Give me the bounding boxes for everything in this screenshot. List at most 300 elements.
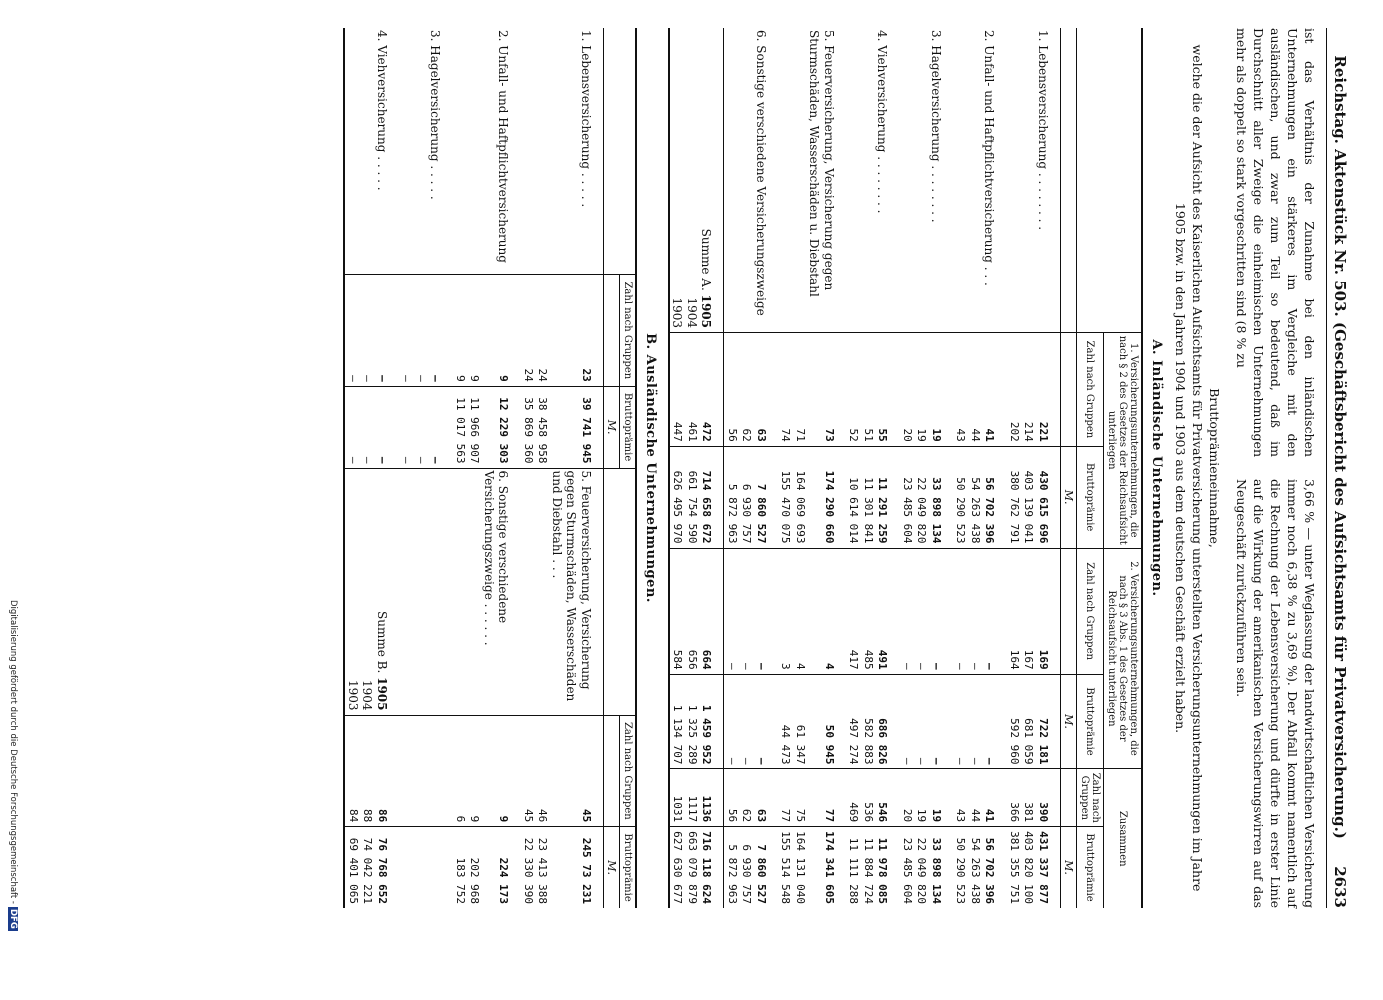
cell-value: 24 bbox=[521, 275, 536, 387]
intro-text bbox=[1233, 28, 1318, 908]
cell-value: 11 017 563 bbox=[453, 386, 468, 468]
cell-value: 221 bbox=[1036, 333, 1061, 447]
row-label-empty bbox=[861, 28, 876, 333]
sum-value: 74 042 221 bbox=[360, 827, 375, 908]
cell-value: — bbox=[953, 674, 968, 769]
table-row bbox=[482, 28, 521, 908]
label-spacer bbox=[604, 468, 637, 715]
page-header bbox=[1326, 28, 1349, 908]
table-row bbox=[807, 28, 846, 908]
cell-value: 11 966 907 bbox=[467, 386, 482, 468]
cell-value: 45 bbox=[550, 715, 604, 827]
cell-value: — bbox=[754, 674, 779, 769]
cell-value: 5 872 963 bbox=[724, 446, 739, 548]
table-row bbox=[739, 28, 754, 908]
header-title: Reichstag. Aktenstück Nr. 503. (Geschäftsbericht des Aufsichtsamts für Privatversicherung.) bbox=[1331, 55, 1349, 839]
row-label-empty bbox=[1007, 28, 1022, 333]
row-label-empty bbox=[467, 468, 482, 715]
sum-value: 661 754 590 bbox=[685, 446, 700, 548]
row-label-empty bbox=[914, 28, 929, 333]
unit-mark: M. bbox=[604, 386, 620, 468]
cell-value: — bbox=[914, 674, 929, 769]
subheader-premium: Bruttoprämie bbox=[620, 386, 637, 468]
cell-value: 77 bbox=[778, 769, 793, 827]
cell-value: 491 bbox=[875, 548, 900, 674]
cell-value: 50 945 bbox=[807, 674, 846, 769]
cell-value: 390 bbox=[1036, 769, 1061, 827]
table-row bbox=[875, 28, 900, 908]
cell-value: 686 826 bbox=[875, 674, 900, 769]
cell-value: 417 bbox=[846, 548, 861, 674]
row-label-empty bbox=[467, 28, 482, 275]
cell-value: 33 898 134 bbox=[929, 446, 954, 548]
row-label-empty bbox=[900, 28, 915, 333]
sum-label bbox=[360, 468, 375, 715]
cell-value: 74 bbox=[778, 333, 793, 447]
sum-label bbox=[685, 28, 700, 333]
section-a-title: A. Inländische Unternehmungen. bbox=[1149, 339, 1164, 597]
table-row bbox=[754, 28, 779, 908]
cell-value: — bbox=[968, 674, 983, 769]
sum-year: 1903 bbox=[670, 297, 685, 328]
cell-value: 54 263 438 bbox=[968, 446, 983, 548]
row-label-empty bbox=[793, 28, 808, 333]
sum-label bbox=[345, 468, 361, 715]
sum-label bbox=[669, 28, 685, 333]
cell-value: 23 485 604 bbox=[900, 827, 915, 908]
cell-value: 403 139 041 bbox=[1021, 446, 1036, 548]
cell-empty bbox=[414, 827, 429, 908]
cell-value: 33 898 134 bbox=[929, 827, 954, 908]
cell-value: 63 bbox=[754, 769, 779, 827]
cell-value: 381 355 751 bbox=[1007, 827, 1022, 908]
cell-value: 164 069 693 bbox=[793, 446, 808, 548]
cell-value: 56 bbox=[724, 333, 739, 447]
subheader-count: Zahl nach Gruppen bbox=[1077, 333, 1104, 447]
cell-value: 62 bbox=[739, 769, 754, 827]
table-row bbox=[375, 28, 400, 908]
cell-value: 22 049 820 bbox=[914, 827, 929, 908]
cell-value: — bbox=[360, 386, 375, 468]
sum-value: 447 bbox=[669, 333, 685, 447]
cell-value: 43 bbox=[953, 333, 968, 447]
row-label-empty bbox=[414, 468, 429, 715]
row-label-empty bbox=[724, 28, 739, 333]
table-row bbox=[428, 28, 453, 908]
cell-value: 11 978 085 bbox=[875, 827, 900, 908]
cell-value: — bbox=[399, 275, 414, 387]
subheader-premium: Bruttoprämie bbox=[1077, 674, 1104, 769]
sum-value: 656 bbox=[685, 548, 700, 674]
sum-value: 88 bbox=[360, 715, 375, 827]
subheader-premium: Bruttoprämie bbox=[1077, 827, 1104, 908]
cell-value: 73 bbox=[807, 333, 846, 447]
cell-value: 366 bbox=[1007, 769, 1022, 827]
cell-value: — bbox=[982, 548, 1007, 674]
sum-value: 663 079 879 bbox=[685, 827, 700, 908]
sum-year: 1904 bbox=[360, 679, 375, 711]
cell-value: — bbox=[754, 548, 779, 674]
caption-title: Bruttoprämieneinnahme, bbox=[1207, 388, 1222, 548]
row-label: 4. Viehversicherung . . . . . bbox=[375, 30, 389, 191]
cell-value: 546 bbox=[875, 769, 900, 827]
unit-empty bbox=[1061, 769, 1077, 827]
table-row bbox=[1021, 28, 1036, 908]
table-row bbox=[1007, 28, 1022, 908]
cell-value: 4 bbox=[807, 548, 846, 674]
unit-empty bbox=[604, 715, 620, 827]
cell-value: 44 bbox=[968, 769, 983, 827]
table-row bbox=[1036, 28, 1061, 908]
cell-value: 24 bbox=[535, 275, 550, 387]
cell-value: 11 884 724 bbox=[861, 827, 876, 908]
cell-value: 54 263 438 bbox=[968, 827, 983, 908]
row-label: 1. Lebensversicherung . . . . . . . . bbox=[1036, 30, 1050, 231]
table-row bbox=[724, 28, 739, 908]
row-label-empty bbox=[414, 28, 429, 275]
cell-value: 56 702 396 bbox=[982, 827, 1007, 908]
unit-empty bbox=[1061, 548, 1077, 674]
cell-value: 56 bbox=[724, 769, 739, 827]
unit-mark: M. bbox=[1061, 674, 1077, 769]
cell-value: 77 bbox=[807, 769, 846, 827]
cell-value: 9 bbox=[453, 275, 468, 387]
table-row bbox=[953, 28, 968, 908]
cell-value: 169 bbox=[1036, 548, 1061, 674]
cell-value: — bbox=[982, 674, 1007, 769]
table-caption bbox=[1172, 28, 1223, 908]
row-label-empty bbox=[453, 28, 468, 275]
row-label-empty bbox=[778, 28, 793, 333]
row-label: 3. Hagelversicherung . . . . . . . . bbox=[929, 30, 943, 223]
digitization-text: Digitalisierung gefördert durch die Deutsche Forschungsgemeinschaft - bbox=[8, 600, 18, 904]
row-label-empty bbox=[345, 28, 361, 275]
cell-value: 430 615 696 bbox=[1036, 446, 1061, 548]
cell-value: 174 290 660 bbox=[807, 446, 846, 548]
subheader-count: Zahl nach Gruppen bbox=[620, 275, 637, 387]
cell-value: 39 741 945 bbox=[550, 386, 604, 468]
table-foreign bbox=[344, 28, 638, 908]
unit-mark: M. bbox=[1061, 827, 1077, 908]
cell-value: 20 bbox=[900, 769, 915, 827]
sum-value: 1 134 707 bbox=[669, 674, 685, 769]
cell-value: 75 bbox=[793, 769, 808, 827]
cell-value: — bbox=[428, 386, 453, 468]
digitization-note bbox=[8, 600, 18, 931]
row-label-empty bbox=[535, 28, 550, 275]
row-label-empty bbox=[1021, 28, 1036, 333]
row-label-empty bbox=[399, 468, 414, 715]
unit-mark: M. bbox=[604, 827, 620, 908]
subheader-count: Zahl nach Gruppen bbox=[1077, 769, 1104, 827]
cell-value: 50 290 523 bbox=[953, 827, 968, 908]
row-label-empty bbox=[953, 28, 968, 333]
cell-value: 55 bbox=[875, 333, 900, 447]
cell-value: 164 131 040 bbox=[793, 827, 808, 908]
table-row bbox=[414, 28, 429, 908]
cell-value: 536 bbox=[861, 769, 876, 827]
cell-empty bbox=[399, 715, 414, 827]
cell-value: 71 bbox=[793, 333, 808, 447]
table-row bbox=[453, 28, 468, 908]
sum-row bbox=[699, 28, 724, 908]
sum-value: 1 325 289 bbox=[685, 674, 700, 769]
cell-value: 6 bbox=[453, 715, 468, 827]
row-label-empty bbox=[968, 28, 983, 333]
row-label-empty bbox=[535, 468, 550, 715]
dfg-logo: DFG bbox=[8, 908, 18, 929]
cell-value: — bbox=[428, 275, 453, 387]
sum-value: 472 bbox=[699, 333, 724, 447]
cell-value: 10 614 014 bbox=[846, 446, 861, 548]
sum-label bbox=[699, 28, 724, 333]
row-label-empty bbox=[360, 28, 375, 275]
table-row bbox=[982, 28, 1007, 908]
cell-value: 485 bbox=[861, 548, 876, 674]
cell-value: — bbox=[900, 674, 915, 769]
row-label-empty bbox=[399, 28, 414, 275]
cell-value: — bbox=[414, 386, 429, 468]
intro-col2: 3,66 % — unter Weglassung der landwirtschaftlichen Versicherung immer noch 6,38 % zu 3,69 %). Der Abfall kommt namentlich auf die Rechnung der Lebensversicherung und dürfte in erster Linie auf die Wirkung der amerikanischen Versicherungswirren auf das Neugeschäft zurückzuführen sein. bbox=[1234, 479, 1317, 908]
cell-value: — bbox=[375, 386, 400, 468]
cell-value: 3 bbox=[778, 548, 793, 674]
cell-value: — bbox=[914, 548, 929, 674]
cell-empty bbox=[399, 827, 414, 908]
cell-value: — bbox=[375, 275, 400, 387]
cell-value: — bbox=[345, 386, 361, 468]
table-row bbox=[846, 28, 861, 908]
cell-value: — bbox=[968, 548, 983, 674]
col-header-2: 2. Versicherungsunternehmungen, die nach § 3 Abs. 1 des Gesetzes der Reichsaufsicht unterliegen bbox=[1104, 548, 1143, 769]
sum-value: 69 401 065 bbox=[345, 827, 361, 908]
cell-value: 7 860 527 bbox=[754, 827, 779, 908]
sum-value: 626 495 970 bbox=[669, 446, 685, 548]
row-label-empty bbox=[846, 28, 861, 333]
sum-value: 86 bbox=[375, 715, 400, 827]
cell-value: 12 229 303 bbox=[482, 386, 521, 468]
section-b-title: B. Ausländische Unternehmungen. bbox=[643, 333, 658, 603]
sum-row bbox=[685, 28, 700, 908]
cell-value: 41 bbox=[982, 769, 1007, 827]
cell-value: 164 bbox=[1007, 548, 1022, 674]
cell-value: 381 bbox=[1021, 769, 1036, 827]
sum-value: 716 118 624 bbox=[699, 827, 724, 908]
cell-value: — bbox=[953, 548, 968, 674]
subheader-premium: Bruttoprämie bbox=[620, 827, 637, 908]
table-row bbox=[900, 28, 915, 908]
cell-value: 155 470 075 bbox=[778, 446, 793, 548]
page-number: 2633 bbox=[1331, 866, 1349, 908]
cell-value: — bbox=[929, 548, 954, 674]
cell-value: 9 bbox=[467, 275, 482, 387]
cell-value: — bbox=[929, 674, 954, 769]
cell-empty bbox=[414, 715, 429, 827]
cell-value: — bbox=[739, 548, 754, 674]
cell-value: 224 173 bbox=[482, 827, 521, 908]
sum-value: 627 630 677 bbox=[669, 827, 685, 908]
cell-value: — bbox=[360, 275, 375, 387]
sum-value: 84 bbox=[345, 715, 361, 827]
cell-value: 167 bbox=[1021, 548, 1036, 674]
table-row bbox=[929, 28, 954, 908]
table-row bbox=[535, 28, 550, 908]
label-spacer bbox=[604, 28, 637, 275]
cell-value: 469 bbox=[846, 769, 861, 827]
row-label: 5. Feuerversicherung, Versicherung gegen Sturmschäden, Wasserschäden u. Diebstahl bbox=[807, 30, 836, 297]
cell-value: 155 514 548 bbox=[778, 827, 793, 908]
table-row bbox=[550, 28, 604, 908]
cell-value: 44 bbox=[968, 333, 983, 447]
table-row bbox=[914, 28, 929, 908]
cell-value: 202 bbox=[1007, 333, 1022, 447]
cell-value: 9 bbox=[482, 275, 521, 387]
cell-value: 38 458 958 bbox=[535, 386, 550, 468]
cell-value: 9 bbox=[482, 715, 521, 827]
cell-value: 592 960 bbox=[1007, 674, 1022, 769]
cell-value: 46 bbox=[535, 715, 550, 827]
table-row bbox=[793, 28, 808, 908]
row-label: 6. Sonstige verschiedene Versicherungszweige . . . . . . bbox=[482, 468, 521, 715]
col-header-3: Zusammen bbox=[1104, 769, 1143, 908]
cell-value: — bbox=[724, 548, 739, 674]
unit-mark: M. bbox=[1061, 446, 1077, 548]
row-label: 5. Feuerversicherung, Versicherung gegen Sturmschäden, Wasserschäden und Diebstahl . . . bbox=[550, 468, 604, 715]
cell-value: 174 341 605 bbox=[807, 827, 846, 908]
cell-value: — bbox=[900, 548, 915, 674]
sum-value: 1 459 952 bbox=[699, 674, 724, 769]
table-row bbox=[521, 28, 536, 908]
sum-year: 1904 bbox=[685, 297, 699, 328]
cell-value: 9 bbox=[467, 715, 482, 827]
caption-text: welche die der Aufsicht des Kaiserlichen Aufsichtsamts für Privatversicherung unterstellten Versicherungsunternehmungen im Jahre 1905 bzw. in den Jahren 1904 und 1903 aus dem deutschen Geschäft erzielt haben. bbox=[1173, 44, 1205, 892]
sum-text: Summe A. bbox=[699, 228, 714, 291]
table-row bbox=[861, 28, 876, 908]
cell-value: 11 291 259 bbox=[875, 446, 900, 548]
cell-value: 6 930 757 bbox=[739, 827, 754, 908]
cell-value: 51 bbox=[861, 333, 876, 447]
cell-value: 23 bbox=[550, 275, 604, 387]
cell-empty bbox=[428, 827, 453, 908]
unit-spacer bbox=[1061, 28, 1077, 333]
row-label-empty bbox=[739, 28, 754, 333]
cell-value: 19 bbox=[914, 333, 929, 447]
cell-value: 19 bbox=[929, 769, 954, 827]
cell-value: 19 bbox=[914, 769, 929, 827]
sum-value: 584 bbox=[669, 548, 685, 674]
cell-value: 403 820 100 bbox=[1021, 827, 1036, 908]
cell-value: 380 762 791 bbox=[1007, 446, 1022, 548]
unit-empty bbox=[1061, 333, 1077, 447]
cell-value: 50 290 523 bbox=[953, 446, 968, 548]
row-label: 3. Hagelversicherung . . . . . bbox=[428, 30, 443, 200]
row-label-empty bbox=[521, 28, 536, 275]
cell-value: 214 bbox=[1021, 333, 1036, 447]
sum-year: 1903 bbox=[346, 679, 360, 711]
sum-value: 714 658 672 bbox=[699, 446, 724, 548]
cell-value: 11 301 841 bbox=[861, 446, 876, 548]
cell-value: 45 bbox=[521, 715, 536, 827]
cell-value: — bbox=[345, 275, 361, 387]
cell-value: 61 347 bbox=[793, 674, 808, 769]
cell-value: 431 337 877 bbox=[1036, 827, 1061, 908]
row-label: 2. Unfall- und Haftpflichtversicherung bbox=[496, 30, 511, 263]
cell-value: 63 bbox=[754, 333, 779, 447]
cell-value: 52 bbox=[846, 333, 861, 447]
row-label-empty bbox=[453, 468, 468, 715]
cell-value: 4 bbox=[793, 548, 808, 674]
row-label: 6. Sonstige verschiedene Versicherungszweige bbox=[754, 30, 768, 316]
cell-value: 22 330 390 bbox=[521, 827, 536, 908]
sum-year: 1905 bbox=[375, 677, 389, 711]
table-row bbox=[467, 28, 482, 908]
cell-value: 43 bbox=[953, 769, 968, 827]
row-label: 2. Unfall- und Haftpflichtversicherung . . . bbox=[982, 30, 997, 286]
subheader-count: Zahl nach Gruppen bbox=[620, 715, 637, 827]
cell-value: 44 473 bbox=[778, 674, 793, 769]
cell-value: — bbox=[399, 386, 414, 468]
cell-empty bbox=[428, 715, 453, 827]
row-label-empty bbox=[521, 468, 536, 715]
table-row bbox=[399, 28, 414, 908]
sum-row bbox=[669, 28, 685, 908]
sum-value: 1031 bbox=[669, 769, 685, 827]
sum-value: 76 768 652 bbox=[375, 827, 400, 908]
cell-value: 35 869 360 bbox=[521, 386, 536, 468]
cell-value: 22 049 820 bbox=[914, 446, 929, 548]
table-row bbox=[968, 28, 983, 908]
row-label: 4. Viehversicherung . . . . . . . . bbox=[875, 30, 890, 214]
sum-text: Summe B. bbox=[375, 611, 389, 674]
cell-value: 245 73 231 bbox=[550, 827, 604, 908]
subheader-premium: Bruttoprämie bbox=[1077, 446, 1104, 548]
cell-value: — bbox=[739, 674, 754, 769]
cell-value: 681 059 bbox=[1021, 674, 1036, 769]
cell-value: 582 883 bbox=[861, 674, 876, 769]
cell-value: 722 181 bbox=[1036, 674, 1061, 769]
cell-value: 62 bbox=[739, 333, 754, 447]
subheader-count: Zahl nach Gruppen bbox=[1077, 548, 1104, 674]
sum-label bbox=[375, 468, 400, 715]
cell-value: 6 930 757 bbox=[739, 446, 754, 548]
table-row bbox=[345, 28, 361, 908]
cell-value: 41 bbox=[982, 333, 1007, 447]
intro-col1: ist das Verhältnis der Zunahme bei den inländischen Unternehmungen ein stärkeres im Vergleiche mit den ausländischen, und zwar zum Teil so bedeutend, daß im Durchschnitt aller Zweige die einheimischen Unternehmungen mehr als doppelt so stark vorgeschritten sind (8 % zu bbox=[1234, 28, 1317, 457]
cell-value: 202 968 bbox=[467, 827, 482, 908]
sum-value: 461 bbox=[685, 333, 700, 447]
cell-value: 23 485 604 bbox=[900, 446, 915, 548]
col-header-1: 1. Versicherungsunternehmungen, die nach § 2 des Gesetzes der Reichsaufsicht unterliegen bbox=[1104, 333, 1143, 549]
cell-value: 23 413 388 bbox=[535, 827, 550, 908]
cell-value: 20 bbox=[900, 333, 915, 447]
cell-value: 11 111 288 bbox=[846, 827, 861, 908]
cell-value: — bbox=[724, 674, 739, 769]
sum-value: 1136 bbox=[699, 769, 724, 827]
sum-value: 1117 bbox=[685, 769, 700, 827]
row-label-empty bbox=[428, 468, 453, 715]
cell-value: 497 274 bbox=[846, 674, 861, 769]
cell-value: 5 872 963 bbox=[724, 827, 739, 908]
cell-value: — bbox=[414, 275, 429, 387]
row-label: 1. Lebensversicherung . . . . . bbox=[579, 30, 593, 208]
cell-value: 56 702 396 bbox=[982, 446, 1007, 548]
cell-value: 183 752 bbox=[453, 827, 468, 908]
cell-value: 19 bbox=[929, 333, 954, 447]
sum-year: 1905 bbox=[699, 294, 714, 328]
table-row bbox=[360, 28, 375, 908]
sum-value: 664 bbox=[699, 548, 724, 674]
table-domestic bbox=[668, 28, 1143, 908]
unit-empty bbox=[604, 275, 620, 387]
